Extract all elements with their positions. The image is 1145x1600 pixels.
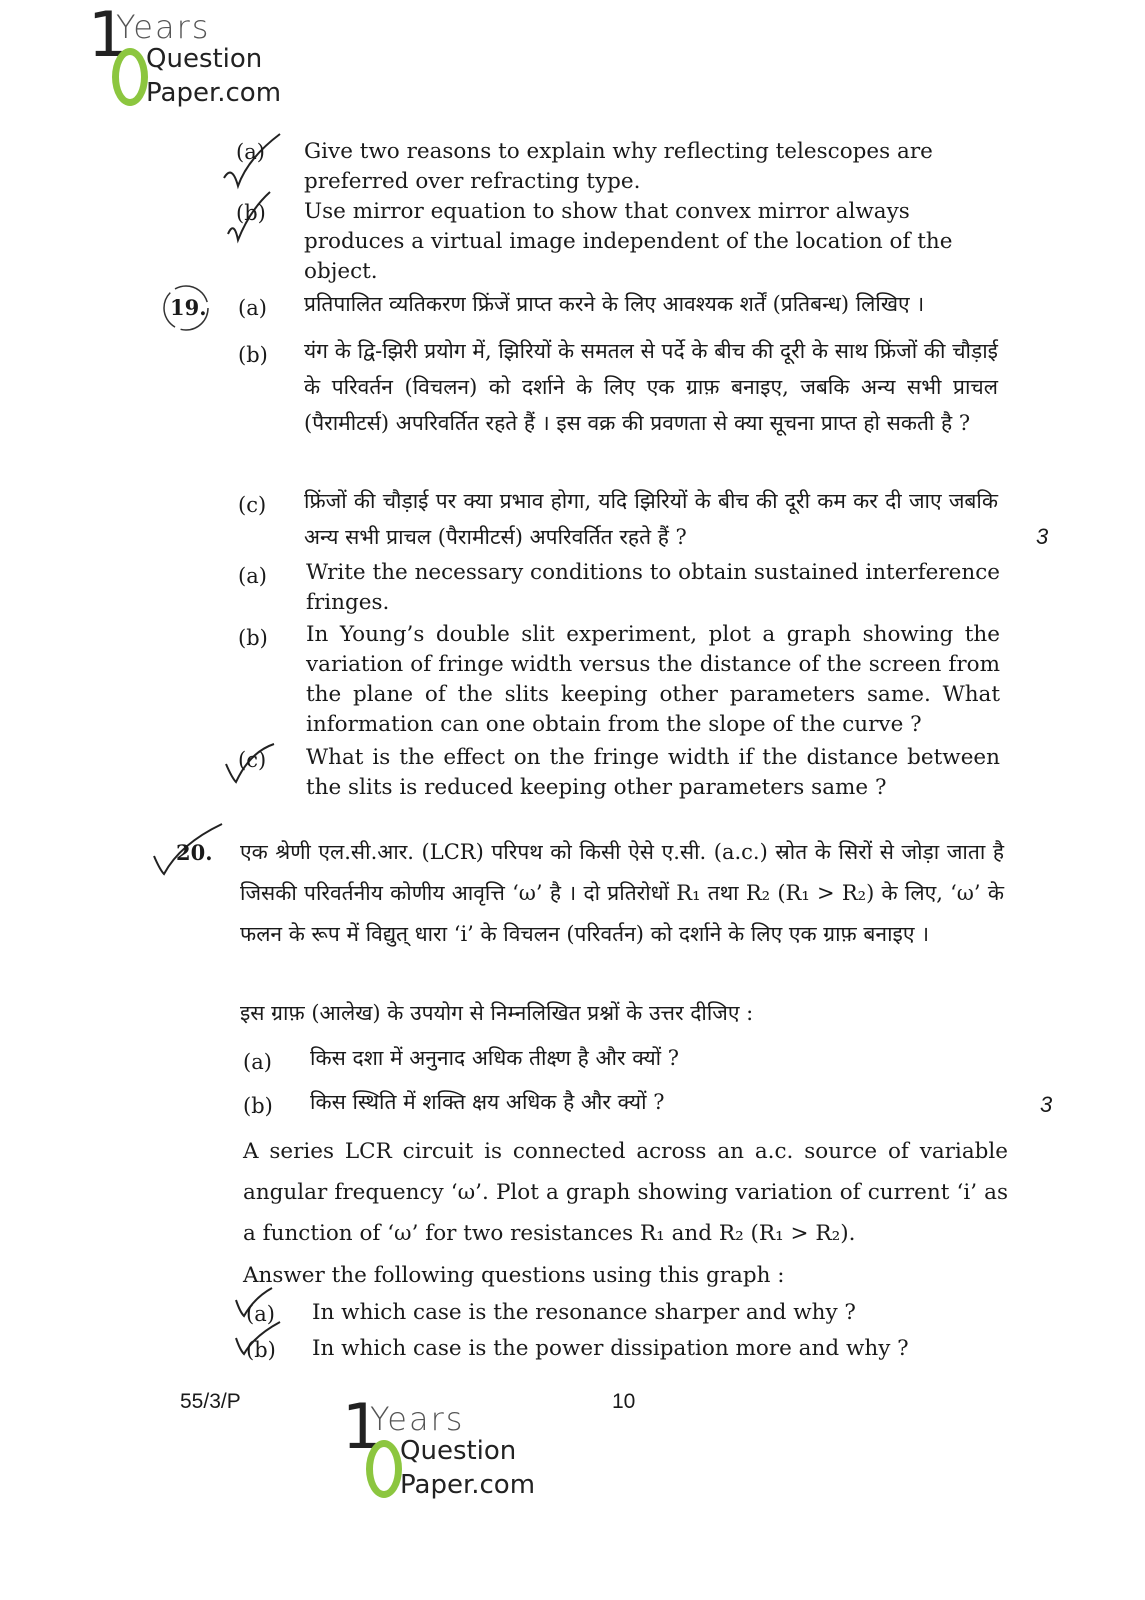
logo-years: Years: [116, 8, 211, 46]
logo-digit-one: 1: [342, 1390, 382, 1463]
q19-hi-b-text: यंग के द्वि-झिरी प्रयोग में, झिरियों के समतल से पर्दे के बीच की दूरी के साथ फ्रिंजों की चौड़ाई के परिवर्तन (विचलन) को दर्शाने के लिए एक ग्राफ़ बनाइए, जबकि अन्य सभी प्राचल (पैरामीटर्स) अपरिवर्तित रहते हैं । इस वक्र की प्रवणता से क्या सूचना प्राप्त हो सकती है ?: [304, 339, 998, 435]
logo-zero-ring: [112, 48, 148, 106]
q18-a-text: Give two reasons to explain why reflecting telescopes are preferred over refracting type.: [304, 139, 933, 194]
q19-en-c-text: What is the effect on the fringe width if the distance between the slits is reduced keeping other parameters same ?: [306, 745, 1000, 800]
site-logo-top: [88, 0, 298, 114]
q20-english-b-label: (b): [246, 1338, 276, 1362]
q20-english-ask: Answer the following questions using this graph :: [243, 1263, 785, 1288]
q20-hindi-ask: इस ग्राफ़ (आलेख) के उपयोग से निम्नलिखित प्रश्नों के उत्तर दीजिए :: [240, 1001, 754, 1025]
q20-hindi-intro: एक श्रेणी एल.सी.आर. (LCR) परिपथ को किसी ऐसे ए.सी. (a.c.) स्रोत के सिरों से जोड़ा जाता है जिसकी परिवर्तनीय कोणीय आवृत्ति ‘ω’ है । दो प्रतिरोधों R₁ तथा R₂ (R₁ > R₂) के लिए, ‘ω’ के फलन के रूप में विद्युत् धारा ‘i’ के विचलन (परिवर्तन) को दर्शाने के लिए एक ग्राफ़ बनाइए ।: [240, 840, 1004, 946]
q19-en-a-text: Write the necessary conditions to obtain sustained interference fringes.: [306, 560, 1000, 615]
q19-hi-c-text: फ्रिंजों की चौड़ाई पर क्या प्रभाव होगा, यदि झिरियों के बीच की दूरी कम कर दी जाए जबकि अन्य सभी प्राचल (पैरामीटर्स) अपरिवर्तित रहते हैं ?: [304, 489, 998, 549]
logo-digit-one: 1: [88, 0, 128, 71]
q19-hi-c-label: (c): [238, 493, 267, 517]
logo-paper-com: Paper.com: [400, 1470, 536, 1500]
logo-years: Years: [370, 1400, 465, 1438]
q18-a-label: (a): [236, 140, 265, 164]
q19-number: 19.: [170, 295, 207, 320]
q19-en-c-label: (c): [238, 748, 267, 772]
q20-hindi-a: किस दशा में अनुनाद अधिक तीक्ष्ण है और क्यों ?: [310, 1046, 680, 1070]
logo-question: Question: [400, 1436, 517, 1466]
q20-hindi-b-label: (b): [243, 1094, 273, 1118]
q19-en-a-label: (a): [238, 564, 267, 588]
q20-marks: 3: [1040, 1092, 1053, 1117]
q19-en-b-text: In Young’s double slit experiment, plot a graph showing the variation of fringe width versus the distance of the screen from the plane of the slits keeping other parameters same. What information can one obtain from the slope of the curve ?: [306, 622, 1000, 737]
q20-english-b: In which case is the power dissipation more and why ?: [312, 1336, 909, 1361]
site-logo-bottom: [342, 1390, 552, 1506]
q19-en-b-label: (b): [238, 626, 268, 650]
q20-hindi-b: किस स्थिति में शक्ति क्षय अधिक है और क्यों ?: [310, 1090, 665, 1114]
logo-question: Question: [146, 44, 263, 74]
page-number: 10: [612, 1390, 636, 1413]
paper-code: 55/3/P: [180, 1390, 241, 1413]
q19-marks: 3: [1036, 524, 1049, 549]
q18-b-text: Use mirror equation to show that convex mirror always produces a virtual image independent of the location of the object.: [304, 199, 953, 284]
logo-zero-ring: [366, 1440, 402, 1498]
q20-english-intro: A series LCR circuit is connected across an a.c. source of variable angular frequency ‘ω’. Plot a graph showing variation of current ‘i’ as a function of ‘ω’ for two resistances R₁ and R₂ (R₁ > R₂).: [243, 1139, 1008, 1246]
q20-english-a-label: (a): [246, 1302, 275, 1326]
q20-number: 20.: [176, 840, 213, 865]
logo-paper-com: Paper.com: [146, 78, 282, 108]
q20-english-a: In which case is the resonance sharper and why ?: [312, 1300, 856, 1325]
q19-hi-a-text: प्रतिपालित व्यतिकरण फ्रिंजें प्राप्त करने के लिए आवश्यक शर्तें (प्रतिबन्ध) लिखिए ।: [304, 292, 925, 316]
q19-hi-a-label: (a): [238, 296, 267, 320]
q20-hindi-a-label: (a): [243, 1050, 272, 1074]
q18-b-label: (b): [236, 201, 266, 225]
q19-hi-b-label: (b): [238, 343, 268, 367]
